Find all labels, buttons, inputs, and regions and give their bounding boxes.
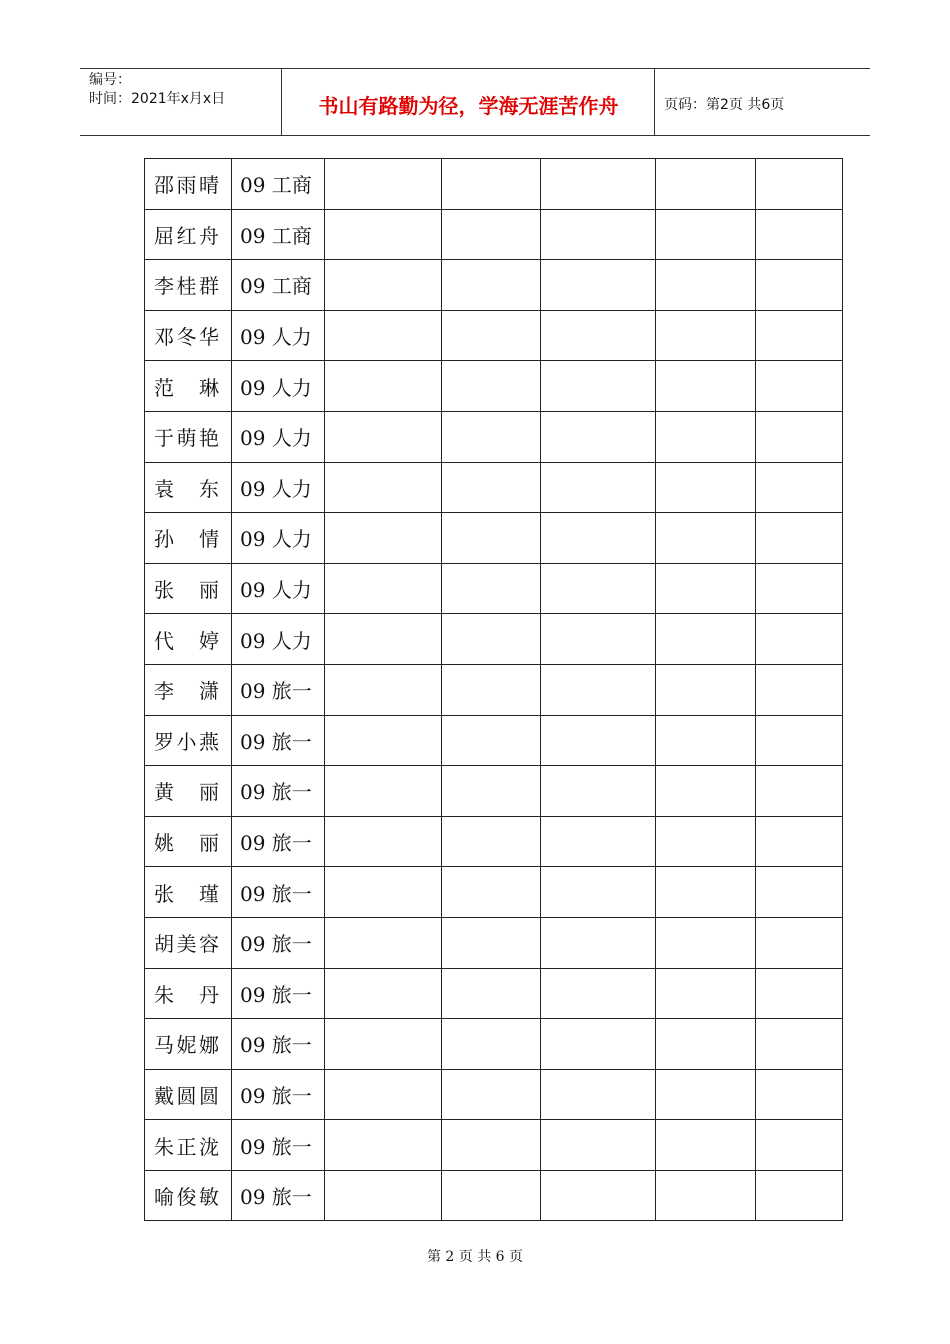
empty-cell [656,1069,756,1120]
table-row [145,614,843,665]
empty-cell [541,361,656,412]
student-name-cell [145,968,232,1019]
student-name [145,675,231,704]
class-name: 09 旅一 [240,1083,312,1108]
student-name-cell [145,867,232,918]
empty-cell [756,1170,843,1221]
student-name [145,169,231,198]
name-char: 罗 [154,729,174,754]
class-cell [232,159,325,210]
empty-cell [325,1120,442,1171]
empty-cell [756,209,843,260]
table-row [145,715,843,766]
name-char: 冬 [176,325,197,350]
name-char: 桂 [176,274,197,299]
empty-cell [325,917,442,968]
empty-cell [325,513,442,564]
empty-cell [656,867,756,918]
empty-cell [656,260,756,311]
name-char: 红 [176,223,197,248]
class-name: 09 人力 [240,628,312,653]
empty-cell [756,310,843,361]
name-char: 戴 [154,1083,174,1108]
empty-cell [756,1019,843,1070]
student-name [145,827,231,856]
class-cell [232,361,325,412]
empty-cell [656,1170,756,1221]
header-divider [281,68,282,135]
class-cell [232,209,325,260]
student-name-cell [145,766,232,817]
student-name-cell [145,159,232,210]
class-name: 09 人力 [240,325,312,350]
name-char: 圆 [176,1083,197,1108]
table-row [145,1019,843,1070]
name-char: 张 [154,881,174,906]
empty-cell [541,411,656,462]
empty-cell [541,1170,656,1221]
class-cell [232,1069,325,1120]
empty-cell [325,563,442,614]
student-name [145,1029,231,1058]
table-row [145,766,843,817]
name-char: 喻 [154,1185,174,1210]
table-row [145,664,843,715]
empty-cell [442,614,541,665]
name-char: 张 [154,578,174,603]
name-char: 俊 [176,1185,197,1210]
name-char: 于 [154,426,174,451]
student-name [145,726,231,755]
student-name [145,979,231,1008]
class-name: 09 旅一 [240,932,312,957]
empty-cell [325,411,442,462]
class-name: 09 旅一 [240,831,312,856]
empty-cell [442,917,541,968]
student-name [145,1181,231,1210]
header-top-rule [80,68,870,69]
name-char: 正 [176,1134,197,1159]
empty-cell [756,361,843,412]
student-name-cell [145,513,232,564]
name-char: 萌 [176,426,197,451]
empty-cell [656,1120,756,1171]
empty-cell [756,816,843,867]
table-row [145,361,843,412]
empty-cell [325,159,442,210]
student-name-cell [145,715,232,766]
empty-cell [325,462,442,513]
class-name: 09 工商 [240,223,312,248]
header-motto: 书山有路勤为径，学海无涯苦作舟 [318,94,619,118]
student-name-cell [145,614,232,665]
name-char: 敏 [199,1185,219,1210]
class-name: 09 人力 [240,476,312,501]
name-char: 李 [154,679,174,704]
student-name [145,270,231,299]
class-cell [232,614,325,665]
name-char: 丹 [199,982,219,1007]
page-footer: 第 2 页 共 6 页 [426,1249,524,1265]
class-cell [232,1120,325,1171]
empty-cell [442,1120,541,1171]
name-char: 朱 [154,982,174,1007]
empty-cell [442,563,541,614]
empty-cell [541,260,656,311]
class-name: 09 旅一 [240,881,312,906]
class-name: 09 旅一 [240,1033,312,1058]
class-name: 09 旅一 [240,729,312,754]
student-name [145,776,231,805]
name-char: 瑾 [199,881,219,906]
empty-cell [756,411,843,462]
name-char: 代 [154,628,174,653]
empty-cell [756,968,843,1019]
empty-cell [325,715,442,766]
empty-cell [756,1120,843,1171]
student-name [145,220,231,249]
table-row [145,159,843,210]
table-row [145,816,843,867]
student-name-cell [145,563,232,614]
empty-cell [656,310,756,361]
empty-cell [442,361,541,412]
empty-cell [656,361,756,412]
name-char: 泷 [199,1134,219,1159]
class-cell [232,462,325,513]
student-name [145,928,231,957]
empty-cell [442,1019,541,1070]
empty-cell [541,968,656,1019]
empty-cell [656,159,756,210]
name-char: 丽 [199,578,219,603]
class-cell [232,1170,325,1221]
name-char: 晴 [199,173,219,198]
student-name-cell [145,816,232,867]
empty-cell [442,310,541,361]
class-cell [232,563,325,614]
student-name-cell [145,917,232,968]
student-name [145,523,231,552]
empty-cell [541,159,656,210]
student-name-cell [145,1120,232,1171]
empty-cell [756,1069,843,1120]
empty-cell [442,209,541,260]
student-name [145,1131,231,1160]
empty-cell [442,664,541,715]
empty-cell [325,1170,442,1221]
name-char: 容 [199,932,219,957]
empty-cell [442,867,541,918]
empty-cell [756,260,843,311]
empty-cell [541,310,656,361]
empty-cell [325,1069,442,1120]
student-name-cell [145,1069,232,1120]
student-name-cell [145,209,232,260]
empty-cell [756,766,843,817]
student-name [145,878,231,907]
name-char: 丽 [199,780,219,805]
name-char: 燕 [199,729,219,754]
name-char: 袁 [154,476,174,501]
table-row [145,968,843,1019]
empty-cell [541,462,656,513]
student-name-cell [145,1170,232,1221]
name-char: 李 [154,274,174,299]
empty-cell [756,867,843,918]
name-char: 马 [154,1033,174,1058]
empty-cell [325,664,442,715]
class-name: 09 旅一 [240,982,312,1007]
class-name: 09 工商 [240,173,312,198]
empty-cell [442,816,541,867]
empty-cell [325,766,442,817]
empty-cell [442,411,541,462]
name-char: 妮 [176,1033,197,1058]
student-name [145,473,231,502]
empty-cell [656,462,756,513]
empty-cell [756,159,843,210]
empty-cell [656,816,756,867]
empty-cell [541,664,656,715]
name-char: 华 [199,325,219,350]
name-char: 雨 [176,173,197,198]
student-name-cell [145,1019,232,1070]
table-row [145,411,843,462]
name-char: 艳 [199,426,219,451]
class-name: 09 人力 [240,527,312,552]
empty-cell [541,766,656,817]
name-char: 舟 [199,223,219,248]
empty-cell [325,816,442,867]
number-label: 编号： [89,72,131,88]
class-cell [232,260,325,311]
empty-cell [656,917,756,968]
class-name: 09 人力 [240,578,312,603]
empty-cell [656,563,756,614]
empty-cell [325,260,442,311]
name-char: 屈 [154,223,174,248]
class-cell [232,310,325,361]
name-char: 胡 [154,932,174,957]
class-cell [232,917,325,968]
name-char: 范 [154,375,174,400]
empty-cell [325,209,442,260]
student-name [145,1080,231,1109]
empty-cell [656,1019,756,1070]
student-name-cell [145,310,232,361]
class-cell [232,1019,325,1070]
student-name-cell [145,361,232,412]
empty-cell [442,462,541,513]
name-char: 群 [199,274,219,299]
empty-cell [442,968,541,1019]
student-name [145,574,231,603]
empty-cell [756,917,843,968]
name-char: 邓 [154,325,174,350]
class-name: 09 人力 [240,375,312,400]
table-row [145,1069,843,1120]
empty-cell [541,513,656,564]
empty-cell [541,917,656,968]
class-cell [232,867,325,918]
header-bottom-rule [80,135,870,136]
name-char: 东 [199,476,219,501]
empty-cell [756,513,843,564]
class-name: 09 工商 [240,274,312,299]
class-name: 09 旅一 [240,1185,312,1210]
name-char: 琳 [199,375,219,400]
empty-cell [325,361,442,412]
class-cell [232,513,325,564]
class-cell [232,766,325,817]
class-cell [232,664,325,715]
student-name-cell [145,462,232,513]
table-row [145,310,843,361]
name-char: 婷 [199,628,219,653]
class-name: 09 旅一 [240,780,312,805]
class-name: 09 旅一 [240,1134,312,1159]
name-char: 孙 [154,527,174,552]
empty-cell [656,968,756,1019]
class-cell [232,816,325,867]
name-char: 美 [176,932,197,957]
empty-cell [325,968,442,1019]
empty-cell [656,209,756,260]
student-name-cell [145,664,232,715]
empty-cell [442,159,541,210]
table-row [145,462,843,513]
name-char: 邵 [154,173,174,198]
empty-cell [756,614,843,665]
empty-cell [325,867,442,918]
table-row [145,1120,843,1171]
name-char: 丽 [199,831,219,856]
empty-cell [442,715,541,766]
name-char: 姚 [154,831,174,856]
name-char: 小 [176,729,197,754]
class-cell [232,411,325,462]
empty-cell [541,614,656,665]
table-row [145,563,843,614]
student-name [145,422,231,451]
class-cell [232,968,325,1019]
empty-cell [756,462,843,513]
empty-cell [656,513,756,564]
time-label: 时间：2021年x月x日 [89,91,226,107]
table-row [145,917,843,968]
empty-cell [442,1069,541,1120]
empty-cell [541,209,656,260]
empty-cell [442,766,541,817]
table-row [145,260,843,311]
student-name [145,372,231,401]
empty-cell [656,766,756,817]
empty-cell [325,310,442,361]
header-divider [654,68,655,135]
class-name: 09 人力 [240,426,312,451]
empty-cell [442,513,541,564]
empty-cell [325,614,442,665]
name-char: 圆 [199,1083,219,1108]
empty-cell [656,715,756,766]
student-name [145,625,231,654]
empty-cell [541,867,656,918]
name-char: 娜 [199,1033,219,1058]
table-row [145,513,843,564]
roster-body [145,159,843,1221]
empty-cell [442,1170,541,1221]
student-name-cell [145,260,232,311]
table-row [145,209,843,260]
name-char: 黄 [154,780,174,805]
empty-cell [656,664,756,715]
empty-cell [541,1019,656,1070]
name-char: 朱 [154,1134,174,1159]
empty-cell [656,614,756,665]
name-char: 情 [199,527,219,552]
empty-cell [756,664,843,715]
empty-cell [541,715,656,766]
empty-cell [541,1069,656,1120]
empty-cell [325,1019,442,1070]
name-char: 潇 [199,679,219,704]
student-name [145,321,231,350]
header-page-label: 页码：第2页 共6页 [664,97,785,113]
roster-table [144,158,843,1221]
empty-cell [541,563,656,614]
table-row [145,867,843,918]
empty-cell [541,1120,656,1171]
class-name: 09 旅一 [240,679,312,704]
table-row [145,1170,843,1221]
student-name-cell [145,411,232,462]
empty-cell [442,260,541,311]
empty-cell [756,563,843,614]
class-cell [232,715,325,766]
header-meta [89,71,279,109]
empty-cell [541,816,656,867]
empty-cell [756,715,843,766]
empty-cell [656,411,756,462]
